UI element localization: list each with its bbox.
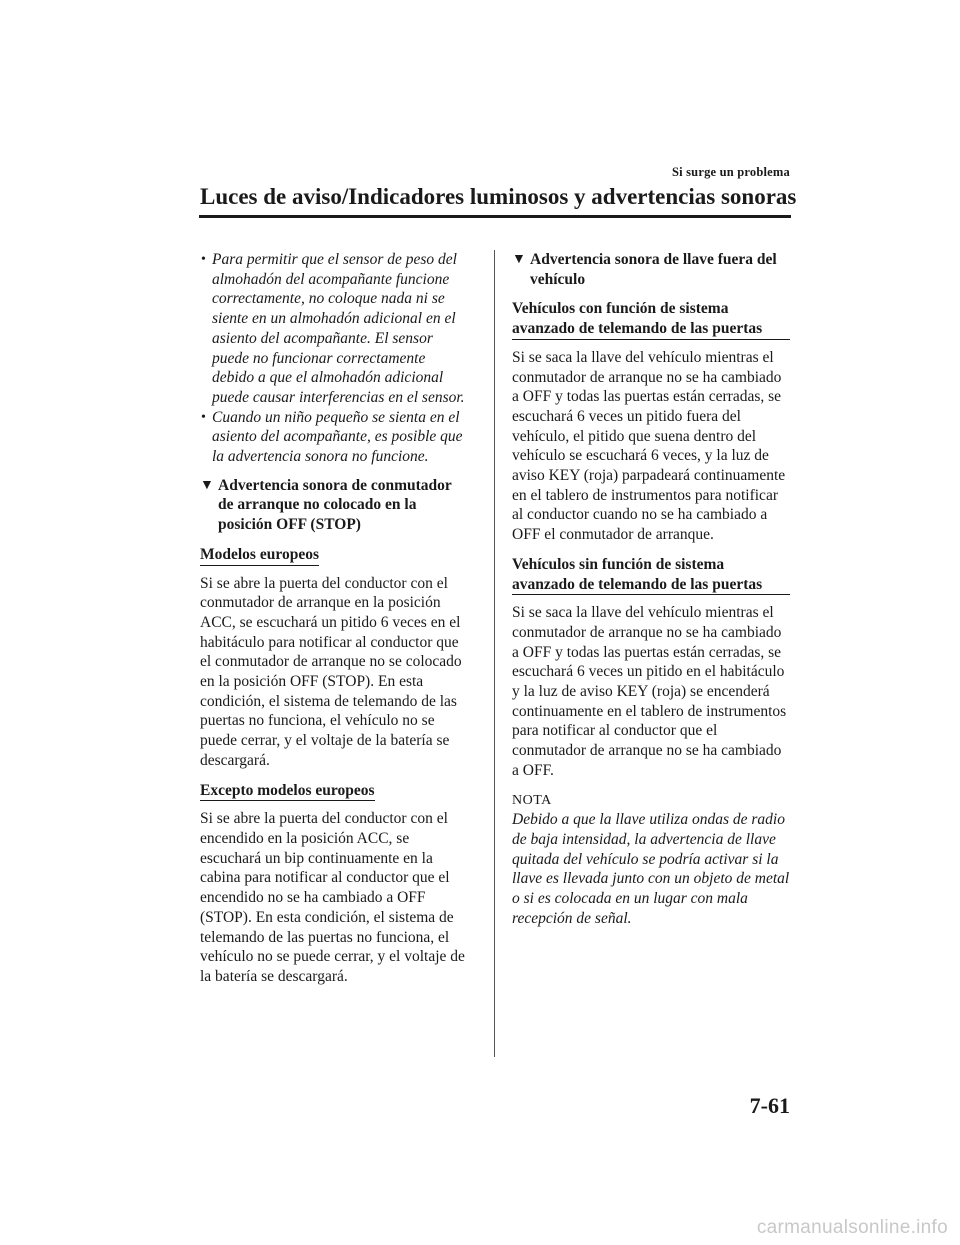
column-divider [494,250,495,1057]
section-title: Luces de aviso/Indicadores luminosos y advertencias sonoras [200,184,797,209]
european-models-text: Si se abre la puerta del conductor con el conmutador de arranque en la posición ACC, se escuchará un pitido 6 veces en el habitáculo para notificar al conductor que el conmutador de arranque no se colocado en la posición OFF (STOP). En esta condición, el sistema de telemando de las puertas no funciona, el vehículo no se puede cerrar, y el voltaje de la batería se descargará. [200,574,462,769]
bullet-text: Cuando un niño pequeño se sienta en el asiento del acompañante, es posible que la advertencia sonora no funcione. [212,408,463,466]
with-system-text: Si se saca la llave del vehículo mientras el conmutador de arranque no se ha cambiado a OFF y todas las puertas están cerradas, se escuchará 6 veces un pitido fuera del vehículo, el pitido que suena dentro del vehículo se escuchará 6 veces, y la luz de aviso KEY (roja) parpadeará continuamente en el tablero de instrumentos para notificar al conductor cuando no se ha cambiado a OFF el conmutador de arranque. [512,348,786,544]
bullet-item [200,408,468,467]
subsection-heading [200,476,468,535]
triangle-down-icon: ▼ [200,477,214,493]
header-rule [199,215,791,218]
with-system-heading: Vehículos con función de sistema avanzado de telemando de las puertas [512,299,790,339]
bullet-dot-icon: • [201,252,206,267]
chapter-label: Si surge un problema [671,165,790,179]
except-european-text: Si se abre la puerta del conductor con el encendido en la posición ACC, se escuchará un bip continuamente en la cabina para notificar al conductor que el encendido no se ha cambiado a OFF (STOP). En esta condición, el sistema de telemando de las puertas no funciona, el vehículo no se puede cerrar, y el voltaje de la batería se descargará. [200,810,465,985]
without-system-text: Si se saca la llave del vehículo mientras el conmutador de arranque no se ha cambiado a OFF y todas las puertas están cerradas, se escuchará 6 veces un pitido en el habitáculo y la luz de aviso KEY (roja) se encenderá continuamente en el tablero de instrumentos para notificar al conductor que el conmutador de arranque no se ha cambiado a OFF. [512,604,787,779]
note-label: NOTA [512,792,552,808]
right-column [512,250,790,929]
page-number: 7-61 [749,1093,790,1118]
triangle-down-icon: ▼ [512,252,526,267]
european-models-heading: Modelos europeos [200,545,319,566]
bullet-dot-icon: • [201,409,206,425]
watermark: carmanualsonline.info [756,1217,948,1238]
note-text: Debido a que la llave utiliza ondas de radio de baja intensidad, la advertencia de llave quitada del vehículo se podría activar si la llave es llevada junto con un objeto de metal o si es colocada en un lugar con mala recepción de señal. [512,811,790,927]
bullet-item [200,250,468,408]
subsection-heading-text: Advertencia sonora de conmutador de arranque no colocado en la posición OFF (STOP) [218,476,452,534]
bullet-text: Para permitir que el sensor de peso del almohadón del acompañante funcione correctamente, no coloque nada ni se siente en un almohadón adicional en el asiento del acompañante. El sensor puede no funcionar correctamente debido a que el almohadón adicional puede causar interferencias en el sensor. [212,251,465,406]
subsection-heading [512,250,790,289]
without-system-heading: Vehículos sin función de sistema avanzado de telemando de las puertas [512,555,790,595]
subsection-heading-text: Advertencia sonora de llave fuera del vehículo [530,251,777,288]
except-european-heading: Excepto modelos europeos [200,781,375,802]
left-column [200,250,468,987]
